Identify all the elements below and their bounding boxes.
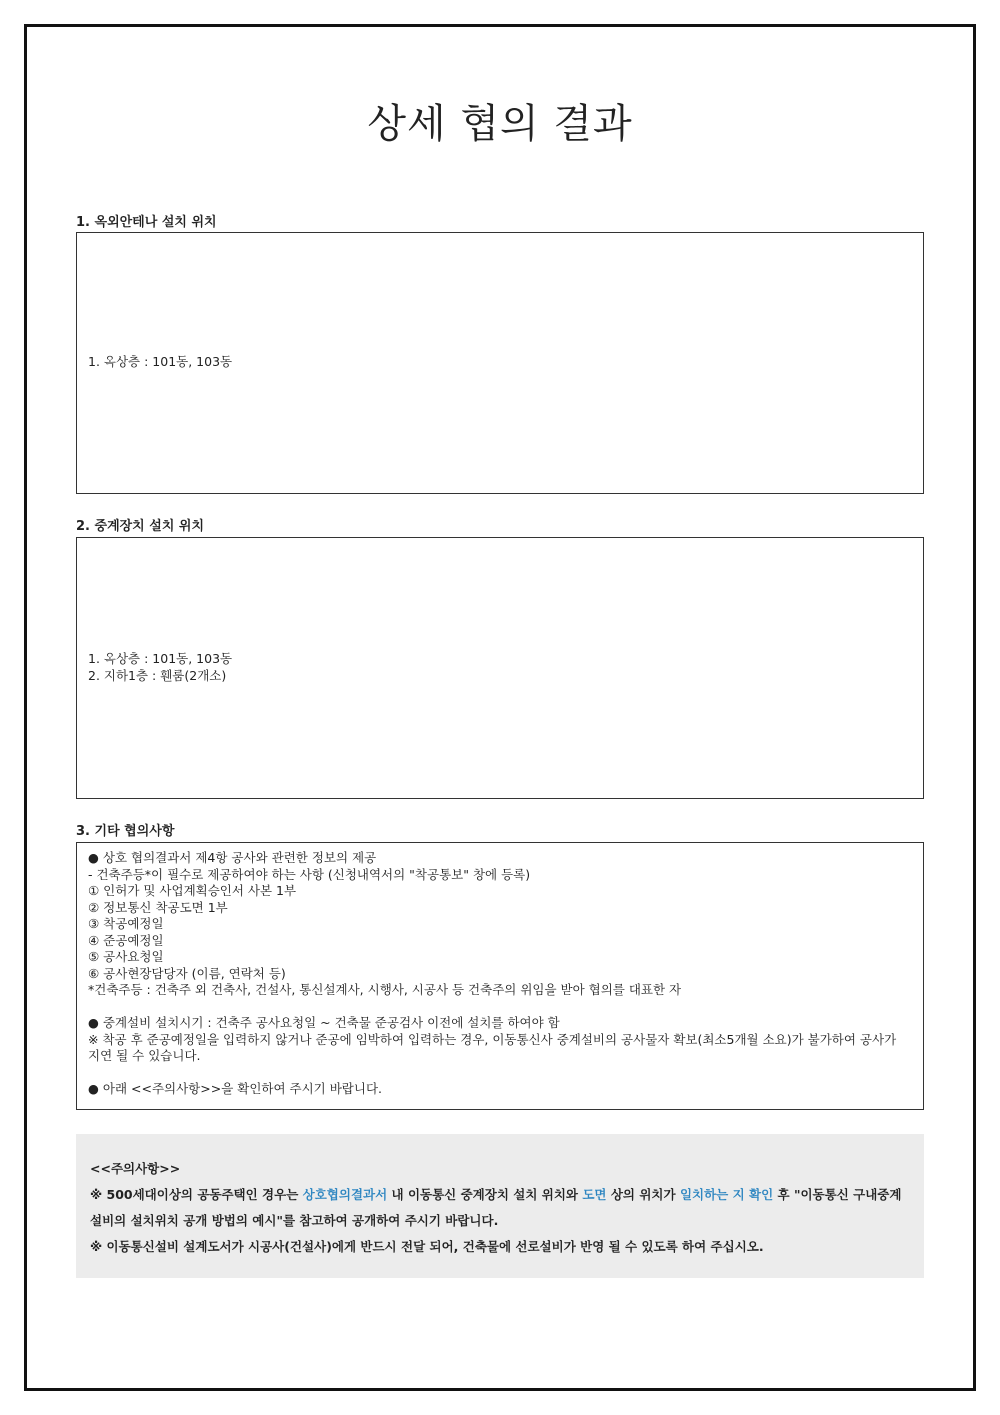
footnote: *건축주등 : 건축주 외 건축사, 건설사, 통신설계사, 시행사, 시공사 등 건축주의 위임을 받아 협의를 대표한 자 xyxy=(88,982,682,997)
section-label-other-matters: 3. 기타 협의사항 xyxy=(76,824,175,839)
highlight-drawing: 도면 xyxy=(582,1187,607,1202)
box-outdoor-antenna xyxy=(76,232,924,494)
highlight-mutual-result: 상호협의결과서 xyxy=(302,1187,388,1202)
notice-text: 내 이동통신 중계장치 설치 위치와 xyxy=(387,1187,583,1202)
notice-text: 후 "이동통신 구내중계설비의 설치위치 공개 방법의 예시"를 참고하여 공개하여 주시기 바랍니다. xyxy=(90,1187,902,1228)
notice-text: ※ 500세대이상의 공동주택인 경우는 xyxy=(90,1187,303,1202)
list-item: - 건축주등*이 필수로 제공하여야 하는 사항 (신청내역서의 "착공통보" 창에 등록) xyxy=(88,866,531,882)
list-item: ② 정보통신 착공도면 1부 xyxy=(88,899,228,915)
page-title: 상세 협의 결과 xyxy=(367,101,633,147)
bullet-heading: ● 중계설비 설치시기 : 건축주 공사요청일 ~ 건축물 준공검사 이전에 설치를 하여야 함 xyxy=(88,1015,560,1030)
notice-line-2: ※ 이동통신설비 설계도서가 시공사(건설사)에게 반드시 전달 되어, 건축물에 선로설비가 반영 될 수 있도록 하여 주십시오. xyxy=(90,1239,764,1254)
location-line: 1. 옥상층 : 101동, 103동 xyxy=(88,651,233,666)
box-repeater-lines xyxy=(88,650,232,684)
bullet-heading: ● 상호 협의결과서 제4항 공사와 관련한 정보의 제공 xyxy=(88,850,377,865)
box-outdoor-antenna-lines xyxy=(88,353,232,370)
notice-line-1 xyxy=(90,1182,910,1234)
notice-box xyxy=(76,1134,924,1278)
section-label-repeater: 2. 중계장치 설치 위치 xyxy=(76,519,205,534)
warning-note: ※ 착공 후 준공예정일을 입력하지 않거나 준공에 임박하여 입력하는 경우, 이동통신사 중계설비의 공사물자 확보(최소5개월 소요)가 불가하여 공사가 지연 될 수 있습니다. xyxy=(88,1031,897,1063)
list-item: ③ 착공예정일 xyxy=(88,916,164,931)
list-item: ⑥ 공사현장담당자 (이름, 연락처 등) xyxy=(88,965,286,981)
notice-heading: <<주의사항>> xyxy=(90,1161,181,1176)
section-label-outdoor-antenna: 1. 옥외안테나 설치 위치 xyxy=(76,215,217,230)
list-item: ⑤ 공사요청일 xyxy=(88,949,164,964)
highlight-check-match: 일치하는 지 확인 xyxy=(679,1187,774,1202)
location-line: 1. 옥상층 : 101동, 103동 xyxy=(88,354,233,369)
list-item: ④ 준공예정일 xyxy=(88,932,164,948)
notice-text: 상의 위치가 xyxy=(606,1187,680,1202)
list-item: ① 인허가 및 사업계획승인서 사본 1부 xyxy=(88,883,297,898)
box-repeater xyxy=(76,537,924,799)
bullet-heading: ● 아래 <<주의사항>>을 확인하여 주시기 바랍니다. xyxy=(88,1081,382,1096)
box-other-matters xyxy=(76,842,924,1110)
other-matters-content xyxy=(88,850,912,1098)
location-line: 2. 지하1층 : 휀룸(2개소) xyxy=(88,668,227,683)
